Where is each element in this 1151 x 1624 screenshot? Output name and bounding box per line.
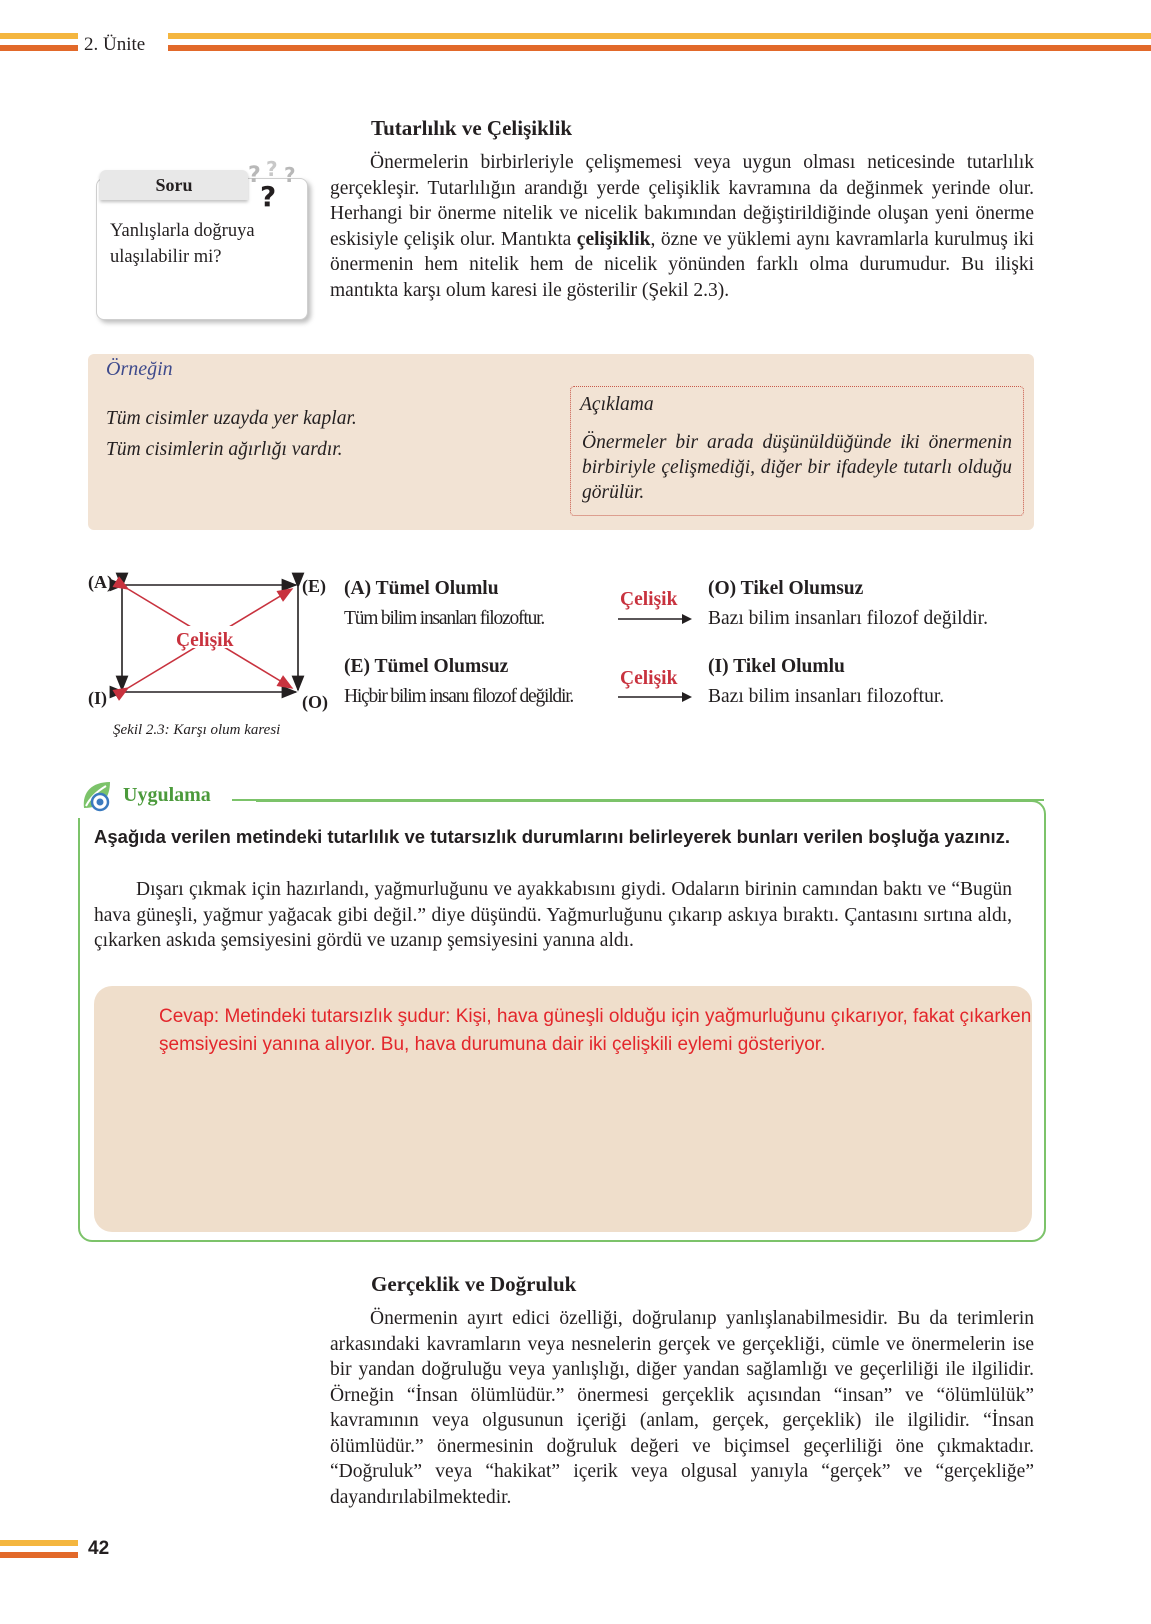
question-marks-icon — [240, 152, 310, 210]
explanation-title: Açıklama — [580, 394, 654, 415]
example-title: Örneğin — [106, 358, 173, 380]
svg-text:?: ? — [266, 157, 278, 181]
example-lines — [106, 403, 357, 465]
answer-text — [159, 1003, 1119, 1059]
corner-e: (E) — [302, 576, 326, 596]
section-title-tutarlilik: Tutarlılık ve Çelişiklik — [371, 116, 573, 140]
proposition-a-text: Tüm bilim insanları filozoftur. — [344, 608, 545, 629]
proposition-e-text: Hiçbir bilim insanı filozof değildir. — [344, 686, 574, 707]
proposition-i-text: Bazı bilim insanları filozoftur. — [708, 686, 945, 707]
corner-a: (A) — [88, 572, 113, 592]
header-stripe-yellow-right — [168, 33, 1151, 39]
corner-i: (I) — [88, 688, 107, 708]
paragraph-text: Önermelerin birbirleriyle çelişmemesi veya uygun olması neticesinde tutarlılık gerçekleşir. Tutarlılığın arandığı yerde çelişiklik kavramına da değinmek yerinde olur. Herhangi bir önerme nitelik ve nicelik bakımından değiştirildiğinde oluşan yeni önerme eskisiyle çelişik olur. Mantıkta — [330, 152, 1034, 250]
svg-text:?: ? — [284, 163, 296, 187]
proposition-e-title: (E) Tümel Olumsuz — [344, 656, 509, 677]
header-stripe-yellow-left — [0, 33, 78, 39]
question-text: Yanlışlarla doğruya ulaşılabilir mi? — [110, 221, 255, 267]
proposition-i-title: (I) Tikel Olumlu — [708, 656, 845, 677]
proposition-a-title: (A) Tümel Olumlu — [344, 578, 499, 599]
example-line: Tüm cisimler uzayda yer kaplar. — [106, 408, 357, 429]
section-paragraph-gerceklik — [330, 1306, 1034, 1510]
relation-label-1: Çelişik — [620, 589, 678, 610]
paragraph-text: Önermenin ayırt edici özelliği, doğrulanıp yanlışlanabilmesidir. Bu da terimlerin arkasındaki kavramların veya nesnelerin gerçek ve gerçekliği, cümle ve önermelerin ise bir yandan doğruluğu veya yanlışlığı, diğer yandan sağlamlığı ve geçerliliği ile ilgilidir. Örneğin “İnsan ölümlüdür.” önermesi gerçeklik açısından “insan” ve “ölümlülük” kavramının veya olgusunun içeriği (anlam, gerçek, gerçeklik) ile ilgilidir. “İnsan ölümlüdür.” önermesinin doğruluk değeri ve biçimsel geçerliliği öne çıkmaktadır. “Doğruluk” veya “hakikat” içerik veya olgusal yanıyla “gerçek” ve “gerçekliğe” dayandırılabilmektedir. — [330, 1308, 1034, 1508]
answer-line: Cevap: Metindeki tutarsızlık şudur: Kişi, hava güneşli olduğu için yağmurluğunu çıkarıyor, fakat çıkarken — [159, 1006, 1032, 1027]
relation-arrow-1 — [616, 612, 696, 626]
header-stripe-orange-left — [0, 45, 78, 51]
relation-arrow-2 — [616, 690, 696, 704]
figure-caption: Şekil 2.3: Karşı olum karesi — [113, 722, 281, 738]
paragraph-bold-term: çelişiklik — [576, 228, 651, 250]
practice-title-rule — [232, 799, 1044, 801]
section-paragraph-tutarlilik — [330, 150, 1034, 303]
practice-title: Uygulama — [123, 784, 211, 806]
page-number: 42 — [88, 1538, 110, 1559]
section-title-gerceklik: Gerçeklik ve Doğruluk — [371, 1272, 577, 1296]
example-line: Tüm cisimlerin ağırlığı vardır. — [106, 439, 343, 460]
corner-o: (O) — [302, 692, 328, 712]
relation-label-2: Çelişik — [620, 668, 678, 689]
paragraph-text-end: , özne ve yüklemi aynı kavramlarla kurulmuş iki önermenin hem nitelik hem de nicelik yönünden farklı olma durumudur. Bu ilişki mantıkta karşı olum karesi ile gösterilir (Şekil 2.3). — [330, 228, 1034, 301]
practice-instruction: Aşağıda verilen metindeki tutarlılık ve tutarsızlık durumlarını belirleyerek bunları verilen boşluğa yazınız. — [94, 826, 1011, 847]
question-label: Soru — [100, 170, 248, 200]
answer-line: şemsiyesini yanına alıyor. Bu, hava durumuna dair iki çelişkili eylemi gösteriyor. — [159, 1034, 826, 1055]
proposition-o-title: (O) Tikel Olumsuz — [708, 578, 864, 599]
svg-text:?: ? — [248, 163, 261, 188]
practice-paragraph — [94, 877, 1012, 954]
diagram-center-label: Çelişik — [176, 630, 234, 651]
svg-text:?: ? — [260, 180, 277, 210]
practice-leaf-icon — [80, 778, 116, 814]
unit-label: 2. Ünite — [84, 34, 146, 55]
header-stripe-orange-right — [168, 45, 1151, 51]
explanation-text: Önermeler bir arada düşünüldüğünde iki önermenin birbiriyle çelişmediği, diğer bir ifadeyle tutarlı olduğu görülür. — [582, 432, 1012, 503]
proposition-o-text: Bazı bilim insanları filozof değildir. — [708, 608, 988, 629]
practice-paragraph-text: Dışarı çıkmak için hazırlandı, yağmurluğunu ve ayakkabısını giydi. Odaların birinin camından baktı ve “Bugün hava güneşli, yağmur yağacak gibi değil.” diye düşündü. Yağmurluğunu çıkarıp askıya bıraktı. Çantasını sırtına aldı, çıkarken askıda şemsiyesini gördü ve uzanıp şemsiyesini yanına aldı. — [94, 879, 1012, 951]
footer-stripe-orange — [0, 1552, 78, 1558]
footer-stripe-yellow — [0, 1540, 78, 1546]
